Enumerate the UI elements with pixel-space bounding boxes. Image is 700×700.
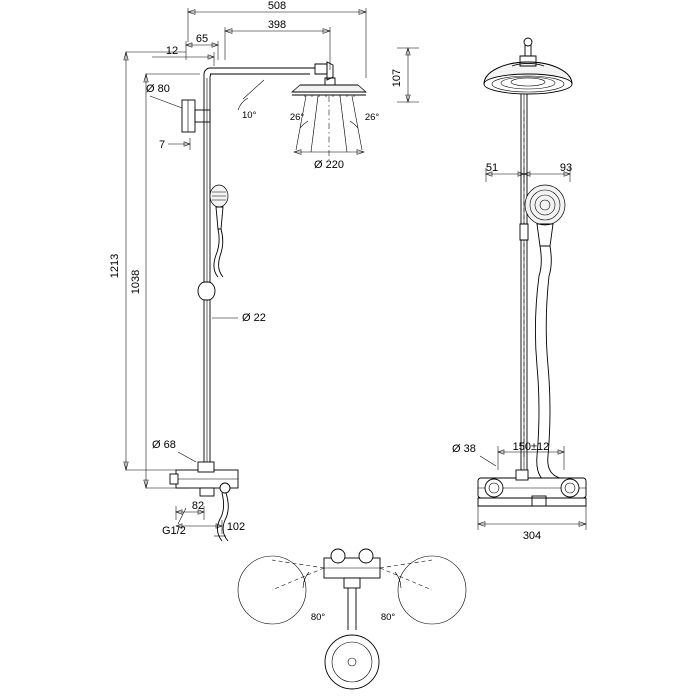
dim-label-51: 51 bbox=[485, 162, 499, 174]
valve-body-side bbox=[478, 470, 586, 506]
hand-shower-front bbox=[210, 185, 228, 277]
dim-label-dia220: Ø 220 bbox=[314, 159, 344, 171]
plan-valve-body bbox=[324, 549, 380, 689]
shower-arm bbox=[204, 68, 315, 290]
leader-dia80 bbox=[150, 96, 182, 108]
dim-label-12: 12 bbox=[165, 45, 179, 57]
dim-label-304: 304 bbox=[522, 530, 542, 542]
angle-label-80-right: 80° bbox=[380, 612, 396, 623]
overhead-shower-head bbox=[292, 62, 366, 97]
dim-label-7: 7 bbox=[158, 139, 166, 151]
dim-bracket-height bbox=[168, 138, 190, 150]
wall-bracket bbox=[182, 100, 210, 132]
dim-arm-projection bbox=[225, 27, 330, 70]
dim-label-93: 93 bbox=[559, 162, 573, 174]
riser-pipe-side bbox=[521, 94, 527, 470]
dim-label-398: 398 bbox=[267, 19, 287, 31]
spray-cone bbox=[296, 96, 362, 160]
angle-label-80-left: 80° bbox=[310, 612, 326, 623]
dim-label-82: 82 bbox=[191, 500, 205, 512]
dim-label-g12: G1/2 bbox=[162, 525, 186, 537]
dim-riser-height bbox=[144, 74, 200, 488]
angle-label-26-right: 26° bbox=[364, 112, 380, 123]
dim-label-508: 508 bbox=[267, 0, 287, 12]
overhead-head-side bbox=[484, 38, 572, 94]
dim-label-107: 107 bbox=[391, 68, 403, 88]
dim-label-1038: 1038 bbox=[130, 269, 142, 295]
dim-handshower-offsets bbox=[486, 168, 570, 182]
dim-label-dia80: Ø 80 bbox=[146, 83, 170, 95]
riser-pipe bbox=[198, 282, 215, 470]
dim-label-dia22: Ø 22 bbox=[242, 312, 266, 324]
dim-top-offset bbox=[152, 52, 214, 66]
dim-overall-height bbox=[124, 52, 186, 470]
dim-label-65: 65 bbox=[195, 33, 209, 45]
arc-arm-angle bbox=[238, 98, 248, 110]
dim-label-dia38: Ø 38 bbox=[452, 443, 476, 455]
angle-label-10: 10° bbox=[242, 110, 257, 121]
leader-arm-angle bbox=[243, 80, 264, 99]
dim-label-102: 102 bbox=[226, 521, 246, 533]
dim-label-150: 150±12 bbox=[512, 441, 550, 453]
leader-dia38 bbox=[480, 456, 496, 466]
dim-label-dia68: Ø 68 bbox=[152, 439, 176, 451]
angle-label-26-left: 26° bbox=[289, 112, 305, 123]
dim-label-1213: 1213 bbox=[109, 253, 121, 279]
leader-dia68 bbox=[178, 452, 196, 462]
dim-valve-body-width bbox=[478, 506, 586, 530]
